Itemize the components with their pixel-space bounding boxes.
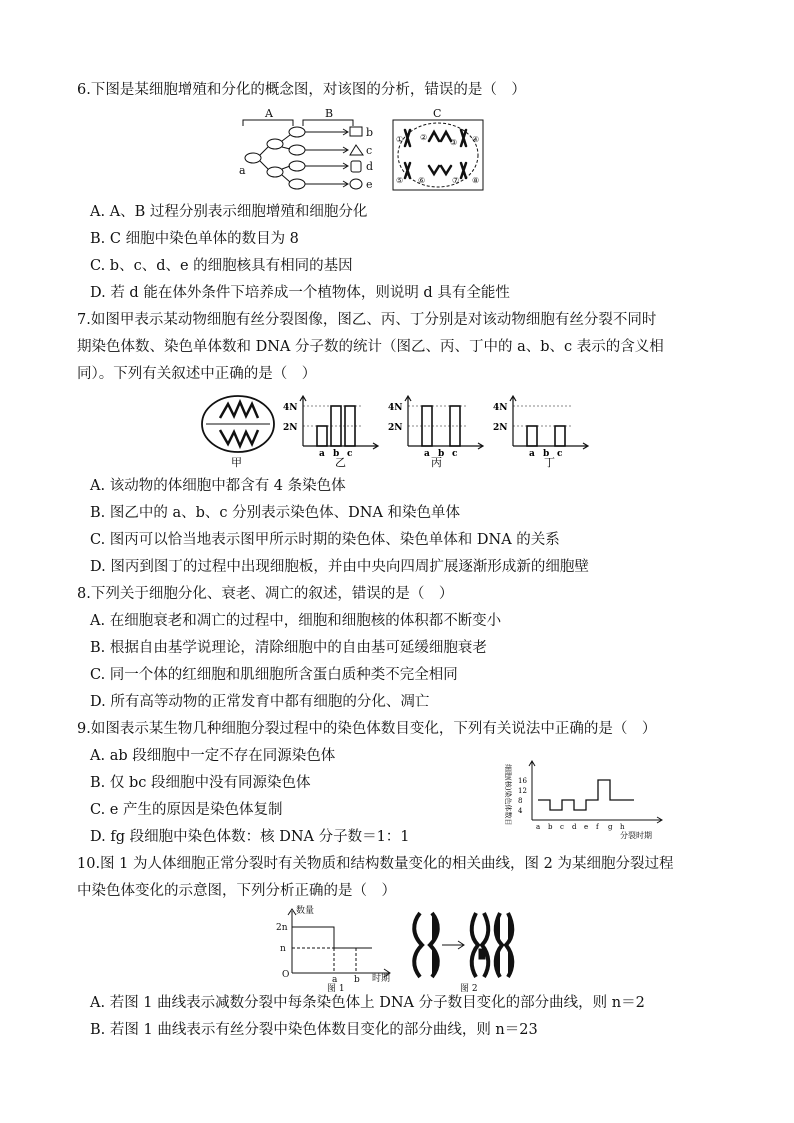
- bar-a: [317, 426, 327, 446]
- q7-stem-line2: 期染色体数、染色单体数和 DNA 分子数的统计（图乙、丙、丁中的 a、b、c 表示的含义相: [77, 339, 664, 355]
- q7-caption-jia: 甲: [231, 456, 242, 469]
- bar-c: [450, 406, 460, 446]
- q6-stem: 6.下图是某细胞增殖和分化的概念图，对该图的分析，错误的是（ ）: [77, 82, 526, 98]
- bar-label: a: [424, 449, 430, 459]
- q7-stem-line1: 7.如图甲表示某动物细胞有丝分裂图像，图乙、丙、丁分别是对该动物细胞有丝分裂不同时: [77, 312, 657, 328]
- q9-option-c: C. e 产生的原因是染色体复制: [90, 802, 283, 818]
- q7-caption-bing: 丙: [431, 456, 442, 469]
- q6-label-e: e: [366, 178, 373, 191]
- x-tick-label: a: [536, 823, 541, 831]
- y-axis: [300, 396, 306, 446]
- y-axis-label: 细胞(核)染色体数目: [504, 764, 512, 826]
- q7-caption-yi: 乙: [335, 456, 346, 469]
- q10-chromosome-drawing: [414, 913, 512, 977]
- q8-option-d: D. 所有高等动物的正常发育中都有细胞的分化、凋亡: [90, 694, 430, 710]
- q10-ytick: 2n: [276, 923, 288, 933]
- x-tick-label: d: [572, 823, 577, 831]
- bar-label: b: [438, 449, 445, 459]
- y-tick-label: 2N: [283, 423, 298, 433]
- q6-chromosome-num: ②: [420, 133, 428, 142]
- q10-stem-line1: 10.图 1 为人体细胞正常分裂时有关物质和结构数量变化的相关曲线，图 2 为某细胞分裂过程: [77, 856, 674, 872]
- q9-chart: [496, 756, 676, 840]
- q10-option-a: A. 若图 1 曲线表示减数分裂中每条染色体上 DNA 分子数目变化的部分曲线，则 n＝2: [90, 995, 645, 1011]
- q10-figure: [272, 905, 532, 993]
- q9-option-b: B. 仅 bc 段细胞中没有同源染色体: [90, 775, 311, 791]
- y-tick-label: 2N: [388, 423, 403, 433]
- q7-option-a: A. 该动物的体细胞中都含有 4 条染色体: [90, 478, 346, 494]
- y-tick-label: 8: [518, 797, 523, 805]
- y-tick-label: 2N: [493, 423, 508, 433]
- q7-figure: [198, 390, 608, 470]
- y-tick-label: 4N: [493, 403, 508, 413]
- q7-cell-jia: [202, 396, 274, 452]
- q10-origin: O: [282, 970, 290, 980]
- q6-chromosome-num: ④: [472, 135, 480, 144]
- bar-c: [345, 406, 355, 446]
- q6-option-a: A. A、B 过程分别表示细胞增殖和细胞分化: [90, 204, 368, 220]
- q9-option-d: D. fg 段细胞中染色体数：核 DNA 分子数＝1：1: [90, 829, 410, 845]
- chromosome-line: [538, 780, 634, 810]
- x-tick-label: e: [584, 823, 589, 831]
- q8-option-c: C. 同一个体的红细胞和肌细胞所含蛋白质种类不完全相同: [90, 667, 458, 683]
- q6-option-b: B. C 细胞中染色单体的数目为 8: [90, 231, 299, 247]
- x-tick-label: c: [560, 823, 564, 831]
- q10-ylabel: 数量: [296, 906, 315, 916]
- x-tick-label: h: [620, 823, 625, 831]
- bar-c: [555, 426, 565, 446]
- x-tick-label: b: [548, 823, 553, 831]
- q6-option-c: C. b、c、d、e 的细胞核具有相同的基因: [90, 258, 353, 274]
- q7-chart-丙: [388, 396, 483, 459]
- q6-label-B: B: [325, 108, 334, 120]
- q7-bar-charts: [283, 396, 588, 459]
- bar-label: c: [452, 449, 458, 459]
- y-tick-label: 4N: [388, 403, 403, 413]
- q6-chromosome-num: ①: [396, 135, 404, 144]
- q6-chromosome-num: ③: [450, 138, 458, 147]
- y-axis: [405, 396, 411, 446]
- q10-xtick: b: [354, 975, 360, 985]
- q9-stem: 9.如图表示某生物几种细胞分裂过程中的染色体数目变化，下列有关说法中正确的是（ ）: [77, 721, 657, 737]
- q6-chromosome-num: ⑧: [472, 176, 480, 185]
- q7-option-b: B. 图乙中的 a、b、c 分别表示染色体、DNA 和染色单体: [90, 505, 461, 521]
- bar-a: [527, 426, 537, 446]
- q6-label-a: a: [239, 164, 246, 177]
- y-tick-label: 16: [518, 777, 527, 785]
- bar-label: a: [529, 449, 535, 459]
- y-axis: [529, 761, 535, 820]
- q7-chart-丁: [493, 396, 588, 459]
- q6-option-d: D. 若 d 能在体外条件下培养成一个植物体，则说明 d 具有全能性: [90, 285, 510, 301]
- q8-option-a: A. 在细胞衰老和凋亡的过程中，细胞和细胞核的体积都不断变小: [90, 613, 502, 629]
- bar-label: a: [319, 449, 325, 459]
- x-axis: [408, 443, 483, 449]
- q10-stem-line2: 中染色体变化的示意图，下列分析正确的是（ ）: [77, 883, 396, 899]
- bar-a: [422, 406, 432, 446]
- x-tick-label: f: [596, 823, 599, 831]
- q7-caption-ding: 丁: [544, 456, 555, 469]
- q6-figure: [235, 108, 535, 196]
- q6-label-c: c: [366, 144, 373, 157]
- bar-label: c: [347, 449, 353, 459]
- y-axis: [510, 396, 516, 446]
- q10-xtick: a: [332, 975, 338, 985]
- q10-option-b: B. 若图 1 曲线表示有丝分裂中染色体数目变化的部分曲线，则 n＝23: [90, 1022, 538, 1038]
- q6-chromosome-num: ⑦: [452, 176, 460, 185]
- q6-chromosome-num: ⑤: [396, 176, 404, 185]
- x-tick-label: g: [608, 823, 613, 831]
- q7-stem-line3: 同）。下列有关叙述中正确的是（ ）: [77, 366, 317, 382]
- q7-option-d: D. 图丙到图丁的过程中出现细胞板，并由中央向四周扩展逐渐形成新的细胞壁: [90, 559, 589, 575]
- q6-chromosome-num: ⑥: [418, 176, 426, 185]
- bar-label: c: [557, 449, 563, 459]
- q8-stem: 8.下列关于细胞分化、衰老、凋亡的叙述，错误的是（ ）: [77, 586, 454, 602]
- q10-ytick: n: [280, 944, 286, 954]
- q6-label-C: C: [433, 108, 442, 120]
- q8-option-b: B. 根据自由基学说理论，清除细胞中的自由基可延缓细胞衰老: [90, 640, 487, 656]
- q6-label-b: b: [366, 126, 374, 139]
- q6-label-d: d: [366, 160, 374, 173]
- q7-option-c: C. 图丙可以恰当地表示图甲所示时期的染色体、染色单体和 DNA 的关系: [90, 532, 560, 548]
- q10-caption1: 图 1: [327, 984, 345, 993]
- y-tick-label: 4N: [283, 403, 298, 413]
- q10-caption2: 图 2: [460, 984, 478, 993]
- q10-xlabel: 时期: [372, 974, 391, 984]
- bar-label: b: [543, 449, 550, 459]
- x-axis: [513, 443, 588, 449]
- q6-label-A: A: [265, 108, 273, 120]
- q9-option-a: A. ab 段细胞中一定不存在同源染色体: [90, 748, 336, 764]
- y-tick-label: 4: [518, 807, 523, 815]
- y-tick-label: 12: [518, 787, 527, 795]
- x-axis-label: 分裂时期: [620, 831, 652, 840]
- q7-chart-乙: [283, 396, 378, 459]
- bar-label: b: [333, 449, 340, 459]
